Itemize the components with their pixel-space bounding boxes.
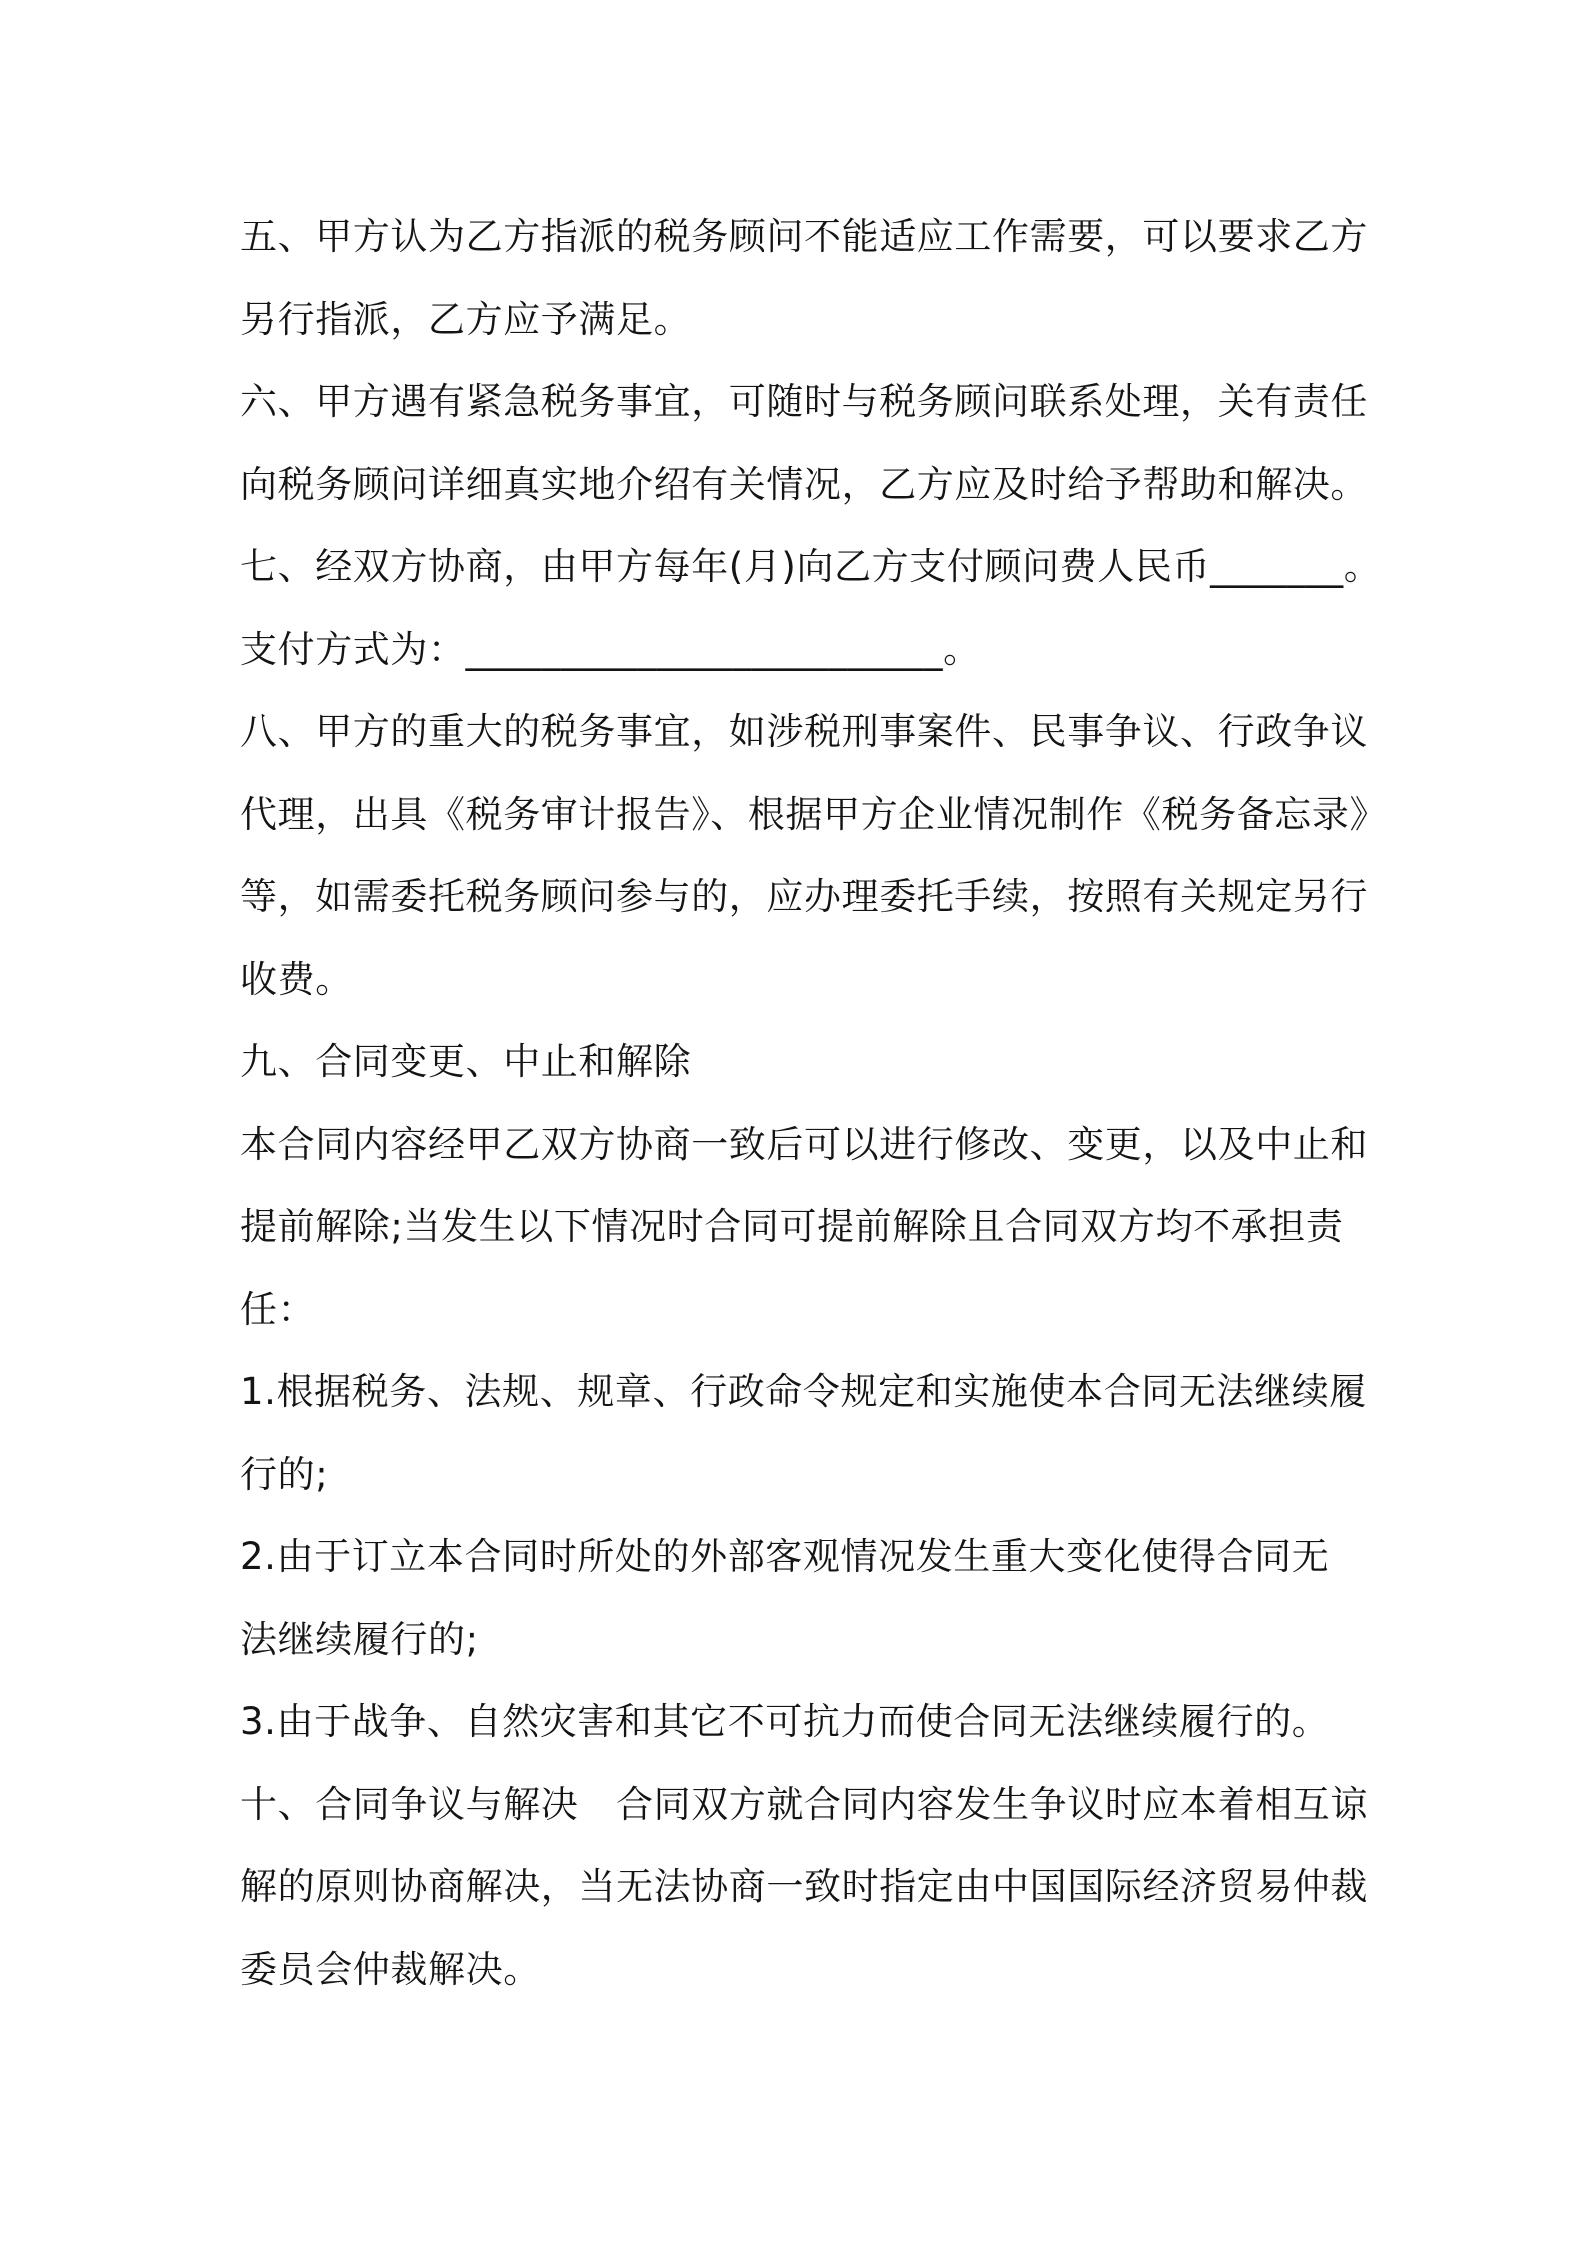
text-line: 等，如需委托税务顾问参与的，应办理委托手续，按照有关规定另行 [240,875,1368,918]
condition-2 [240,1516,1360,1681]
text-line: 2.由于订立本合同时所处的外部客观情况发生重大变化使得合同无 [240,1535,1330,1578]
text-line: 委员会仲裁解决。 [240,1947,541,1991]
text-line: 七、经双方协商，由甲方每年(月)向乙方支付顾问费人民币_______。 [240,545,1382,588]
text-line: 支付方式为：_________________________。 [240,627,981,671]
text-line: 五、甲方认为乙方指派的税务顾问不能适应工作需要，可以要求乙方 [240,215,1368,258]
clause-6 [240,361,1368,526]
text-line: 代理，出具《税务审计报告》、根据甲方企业情况制作《税务备忘录》 [240,792,1388,836]
text-line: 任： [240,1287,316,1331]
condition-1 [240,1351,1367,1516]
text-line: 提前解除;当发生以下情况时合同可提前解除且合同双方均不承担责 [240,1205,1344,1248]
text-line: 六、甲方遇有紧急税务事宜，可随时与税务顾问联系处理，关有责任 [240,380,1368,423]
text-line: 八、甲方的重大的税务事宜，如涉税刑事案件、民事争议、行政争议 [240,710,1368,753]
document-body [240,196,1388,2011]
text-line: 十、合同争议与解决 合同双方就合同内容发生争议时应本着相互谅 [240,1782,1368,1826]
clause-5 [240,196,1368,361]
clause-7 [240,526,1382,691]
clause-8 [240,691,1388,1021]
clause-10 [240,1764,1368,2012]
text-line: 另行指派，乙方应予满足。 [240,297,692,341]
condition-3 [240,1681,1360,1764]
text-line: 九、合同变更、中止和解除 [240,1040,692,1083]
text-line: 解的原则协商解决，当无法协商一致时指定由中国国际经济贸易仲裁 [240,1865,1368,1908]
text-line: 1.根据税务、法规、规章、行政命令规定和实施使本合同无法继续履 [240,1370,1367,1413]
text-line: 向税务顾问详细真实地介绍有关情况，乙方应及时给予帮助和解决。 [240,462,1368,506]
text-line: 收费。 [240,957,353,1001]
text-line: 本合同内容经甲乙双方协商一致后可以进行修改、变更，以及中止和 [240,1122,1368,1166]
text-line: 法继续履行的; [240,1617,479,1661]
text-line: 行的; [240,1452,329,1496]
clause-9-heading [240,1021,1360,1104]
text-line: 3.由于战争、自然灾害和其它不可抗力而使合同无法继续履行的。 [240,1700,1330,1743]
clause-9-body [240,1104,1368,1352]
